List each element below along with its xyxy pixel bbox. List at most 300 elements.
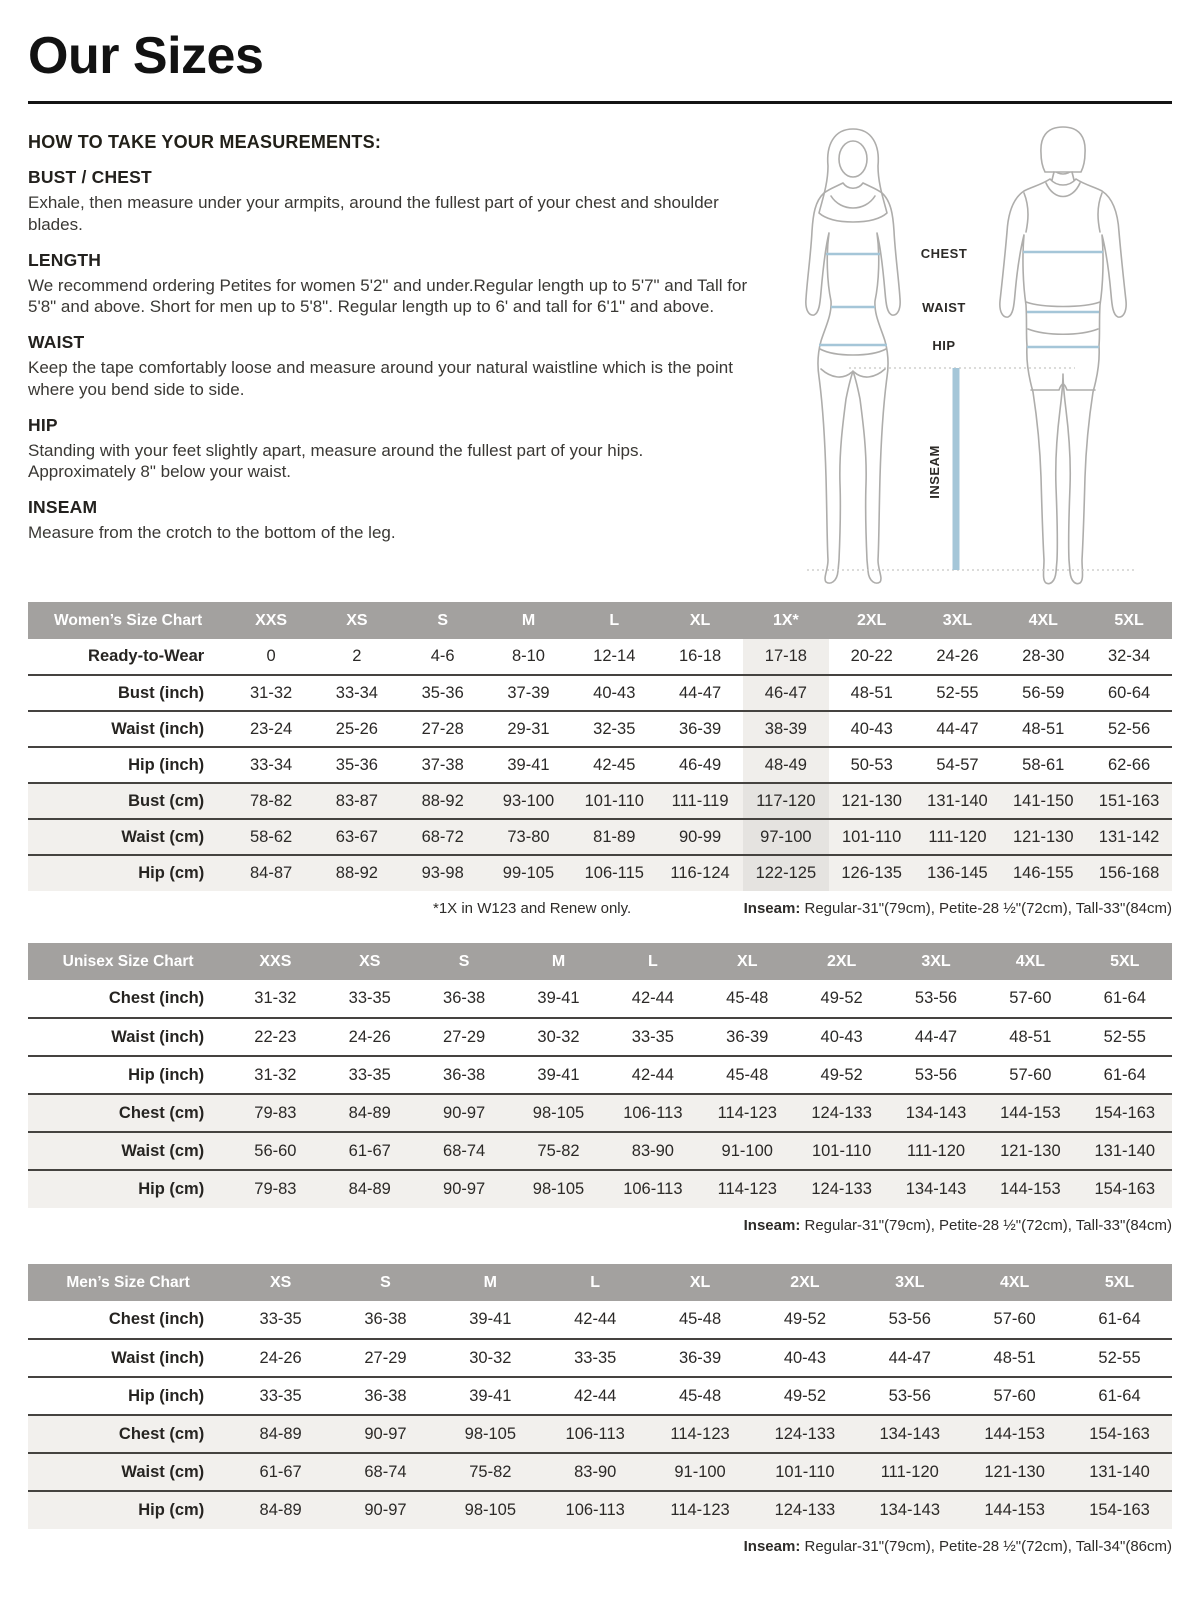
section-body: Measure from the crotch to the bottom of the leg. xyxy=(28,523,396,543)
woman-body-outline xyxy=(806,183,900,583)
value-cell: 33-35 xyxy=(259,1310,302,1329)
value-cell: 98-105 xyxy=(464,1424,517,1443)
value-cell: 42-44 xyxy=(574,1310,617,1329)
value-cell: 42-44 xyxy=(631,1065,674,1084)
value-cell: 2 xyxy=(352,647,362,666)
value-cell: 52-55 xyxy=(1098,1348,1141,1367)
man-shirt-hem xyxy=(1026,302,1100,307)
value-cell: 79-83 xyxy=(254,1103,297,1122)
size-table-block xyxy=(28,1264,1172,1555)
value-cell: 52-55 xyxy=(936,683,979,702)
hip-label: HIP xyxy=(932,338,956,354)
man-figure xyxy=(1000,127,1126,584)
footnote-inseam: Inseam: Regular-31"(79cm), Petite-28 ½"(72cm), Tall-34"(86cm) xyxy=(743,1538,1172,1556)
value-cell: 144-153 xyxy=(1000,1180,1061,1199)
value-cell: 49-52 xyxy=(783,1310,827,1329)
size-column-header: M xyxy=(438,1264,543,1301)
section-heading: HIP xyxy=(28,414,58,435)
value-cell: 49-52 xyxy=(783,1386,827,1405)
value-cell: 45-48 xyxy=(726,989,769,1008)
row-label: Hip (cm) xyxy=(138,864,205,883)
value-cell: 53-56 xyxy=(888,1386,931,1405)
instructions-and-figure xyxy=(28,132,1172,592)
row-label: Waist (inch) xyxy=(111,1348,205,1367)
section-heading: WAIST xyxy=(28,332,85,353)
value-cell: 24-26 xyxy=(936,647,979,666)
row-label: Ready-to-Wear xyxy=(88,647,205,666)
value-cell: 131-140 xyxy=(1089,1462,1150,1481)
value-cell: 114-123 xyxy=(670,1501,730,1520)
size-column-header: 3XL xyxy=(915,602,1001,639)
value-cell: 52-55 xyxy=(1103,1027,1146,1046)
value-cell: 68-72 xyxy=(421,827,464,846)
value-cell: 57-60 xyxy=(993,1310,1036,1329)
table-row xyxy=(28,1377,1172,1415)
value-cell: 27-29 xyxy=(364,1348,407,1367)
value-cell: 36-38 xyxy=(364,1310,407,1329)
value-cell: 144-153 xyxy=(984,1501,1045,1520)
value-cell: 61-67 xyxy=(348,1141,391,1160)
man-shirt-armholes xyxy=(1024,193,1102,232)
table-row xyxy=(28,639,1172,675)
value-cell: 84-89 xyxy=(259,1501,302,1520)
value-cell: 56-60 xyxy=(254,1141,297,1160)
value-cell: 124-133 xyxy=(774,1501,836,1520)
value-cell: 114-123 xyxy=(717,1103,777,1122)
size-column-header: XS xyxy=(314,602,400,639)
table-row xyxy=(28,1056,1172,1094)
table-row xyxy=(28,819,1172,855)
value-cell: 49-52 xyxy=(820,1065,863,1084)
chest-label: CHEST xyxy=(920,246,968,262)
value-cell: 97-100 xyxy=(743,819,829,855)
value-cell: 29-31 xyxy=(507,719,550,738)
size-column-header: 2XL xyxy=(829,602,915,639)
row-label: Waist (cm) xyxy=(121,1141,205,1160)
value-cell: 61-64 xyxy=(1098,1386,1141,1405)
value-cell: 106-115 xyxy=(584,864,644,883)
table-row xyxy=(28,1339,1172,1377)
size-column-header: 3XL xyxy=(857,1264,962,1301)
measurement-figure xyxy=(763,122,1183,592)
value-cell: 39-41 xyxy=(537,989,580,1008)
value-cell: 111-120 xyxy=(880,1462,939,1481)
table-row xyxy=(28,1170,1172,1208)
section-body: Standing with your feet slightly apart, measure around the fullest part of your hips. Approximately 8" below your waist. xyxy=(28,440,644,482)
value-cell: 99-105 xyxy=(502,864,555,883)
table-row xyxy=(28,783,1172,819)
value-cell: 98-105 xyxy=(532,1103,585,1122)
size-column-header: 5XL xyxy=(1086,602,1172,639)
value-cell: 124-133 xyxy=(811,1180,872,1199)
row-label: Waist (cm) xyxy=(121,827,205,846)
value-cell: 36-38 xyxy=(443,989,486,1008)
table-row xyxy=(28,747,1172,783)
row-label: Hip (cm) xyxy=(138,1180,205,1199)
footnote-1x-note: *1X in W123 and Renew only. xyxy=(433,900,632,918)
value-cell: 106-113 xyxy=(565,1424,625,1443)
value-cell: 32-35 xyxy=(593,719,636,738)
value-cell: 33-35 xyxy=(348,1065,391,1084)
value-cell: 61-64 xyxy=(1103,989,1146,1008)
value-cell: 73-80 xyxy=(507,827,550,846)
value-cell: 44-47 xyxy=(936,719,979,738)
value-cell: 79-83 xyxy=(254,1180,297,1199)
woman-figure xyxy=(806,129,900,583)
value-cell: 61-67 xyxy=(259,1462,302,1481)
value-cell: 33-34 xyxy=(335,683,378,702)
value-cell: 83-87 xyxy=(335,791,378,810)
waist-label: WAIST xyxy=(922,300,966,316)
page-title: Our Sizes xyxy=(28,27,264,85)
value-cell: 106-113 xyxy=(623,1180,683,1199)
value-cell: 44-47 xyxy=(914,1027,958,1046)
value-cell: 32-34 xyxy=(1107,647,1151,666)
value-cell: 98-105 xyxy=(532,1180,585,1199)
value-cell: 17-18 xyxy=(743,639,829,675)
value-cell: 45-48 xyxy=(726,1065,769,1084)
row-label: Bust (inch) xyxy=(118,683,205,702)
value-cell: 124-133 xyxy=(774,1424,836,1443)
size-table-block xyxy=(28,602,1172,917)
value-cell: 31-32 xyxy=(254,989,297,1008)
value-cell: 16-18 xyxy=(678,647,722,666)
size-column-header: M xyxy=(511,943,605,980)
value-cell: 0 xyxy=(266,647,276,666)
size-column-header: 3XL xyxy=(889,943,983,980)
measurement-instructions xyxy=(28,132,763,558)
value-cell: 58-61 xyxy=(1022,755,1065,774)
size-column-header: L xyxy=(571,602,657,639)
value-cell: 39-41 xyxy=(469,1386,512,1405)
value-cell: 154-163 xyxy=(1089,1424,1150,1443)
table-row xyxy=(28,1301,1172,1339)
row-label: Hip (cm) xyxy=(138,1501,205,1520)
size-table xyxy=(28,1264,1172,1529)
section-body: Keep the tape comfortably loose and measure around your natural waistline which is the point where you bend side to side. xyxy=(28,358,733,399)
value-cell: 83-90 xyxy=(574,1462,617,1481)
size-column-header: 5XL xyxy=(1078,943,1172,980)
value-cell: 39-41 xyxy=(469,1310,512,1329)
table-row xyxy=(28,675,1172,711)
value-cell: 106-113 xyxy=(565,1501,625,1520)
value-cell: 53-56 xyxy=(888,1310,931,1329)
size-column-header: XXS xyxy=(228,943,322,980)
value-cell: 35-36 xyxy=(421,683,464,702)
value-cell: 88-92 xyxy=(335,864,378,883)
table-header-row xyxy=(28,943,1172,980)
size-column-header: 4XL xyxy=(983,943,1077,980)
value-cell: 124-133 xyxy=(811,1103,872,1122)
value-cell: 48-51 xyxy=(993,1348,1036,1367)
value-cell: 91-100 xyxy=(721,1141,773,1160)
value-cell: 156-168 xyxy=(1098,864,1160,883)
row-label: Waist (inch) xyxy=(111,1027,205,1046)
row-label: Chest (inch) xyxy=(108,989,205,1008)
value-cell: 38-39 xyxy=(743,711,829,747)
value-cell: 63-67 xyxy=(335,827,378,846)
value-cell: 154-163 xyxy=(1089,1501,1150,1520)
value-cell: 37-38 xyxy=(421,755,464,774)
value-cell: 154-163 xyxy=(1094,1180,1156,1199)
size-column-header: L xyxy=(543,1264,648,1301)
value-cell: 39-41 xyxy=(507,755,550,774)
value-cell: 37-39 xyxy=(507,683,550,702)
value-cell: 40-43 xyxy=(783,1348,827,1367)
value-cell: 31-32 xyxy=(249,683,293,702)
figure-labels xyxy=(921,246,968,499)
man-shorts-waistband xyxy=(1028,329,1098,334)
table-row xyxy=(28,1132,1172,1170)
value-cell: 121-130 xyxy=(1012,827,1074,846)
table-title: Unisex Size Chart xyxy=(28,943,228,980)
value-cell: 111-120 xyxy=(928,827,987,846)
value-cell: 126-135 xyxy=(841,864,902,883)
table-header-row xyxy=(28,1264,1172,1301)
value-cell: 20-22 xyxy=(850,647,893,666)
value-cell: 121-130 xyxy=(1000,1141,1061,1160)
value-cell: 131-142 xyxy=(1098,827,1160,846)
value-cell: 45-48 xyxy=(678,1310,722,1329)
value-cell: 44-47 xyxy=(888,1348,931,1367)
value-cell: 114-123 xyxy=(717,1180,777,1199)
size-column-header: XS xyxy=(228,1264,333,1301)
value-cell: 36-38 xyxy=(443,1065,486,1084)
value-cell: 62-66 xyxy=(1107,755,1151,774)
value-cell: 52-56 xyxy=(1107,719,1151,738)
value-cell: 68-74 xyxy=(443,1141,486,1160)
value-cell: 111-119 xyxy=(671,791,729,810)
value-cell: 35-36 xyxy=(335,755,378,774)
table-row xyxy=(28,1094,1172,1132)
section-inseam xyxy=(28,497,763,544)
value-cell: 24-26 xyxy=(348,1027,391,1046)
value-cell: 117-120 xyxy=(743,783,829,819)
value-cell: 44-47 xyxy=(678,683,722,702)
table-footnotes xyxy=(28,900,1172,917)
value-cell: 90-97 xyxy=(443,1103,486,1122)
value-cell: 57-60 xyxy=(1009,989,1052,1008)
value-cell: 151-163 xyxy=(1098,791,1160,810)
value-cell: 42-45 xyxy=(593,755,636,774)
row-label: Hip (inch) xyxy=(128,755,205,774)
value-cell: 101-110 xyxy=(775,1462,835,1481)
value-cell: 23-24 xyxy=(249,719,293,738)
row-label: Chest (cm) xyxy=(118,1424,205,1443)
value-cell: 93-100 xyxy=(502,791,555,810)
value-cell: 121-130 xyxy=(984,1462,1045,1481)
size-column-header: XXS xyxy=(228,602,314,639)
value-cell: 48-51 xyxy=(1009,1027,1052,1046)
value-cell: 40-43 xyxy=(593,683,636,702)
row-label: Bust (cm) xyxy=(128,791,205,810)
table-footnotes xyxy=(28,1538,1172,1555)
value-cell: 30-32 xyxy=(469,1348,512,1367)
value-cell: 81-89 xyxy=(593,827,636,846)
value-cell: 61-64 xyxy=(1098,1310,1141,1329)
value-cell: 134-143 xyxy=(905,1103,967,1122)
section-hip xyxy=(28,415,763,484)
value-cell: 90-97 xyxy=(364,1501,407,1520)
value-cell: 114-123 xyxy=(670,1424,730,1443)
table-row xyxy=(28,980,1172,1018)
value-cell: 36-38 xyxy=(364,1386,407,1405)
value-cell: 42-44 xyxy=(631,989,674,1008)
footnote-inseam: Inseam: Regular-31"(79cm), Petite-28 ½"(72cm), Tall-33"(84cm) xyxy=(743,1217,1172,1235)
value-cell: 88-92 xyxy=(421,791,464,810)
value-cell: 27-29 xyxy=(443,1027,486,1046)
value-cell: 60-64 xyxy=(1107,683,1151,702)
row-label: Hip (inch) xyxy=(128,1065,205,1084)
row-label: Chest (cm) xyxy=(118,1103,205,1122)
value-cell: 144-153 xyxy=(1000,1103,1061,1122)
size-table xyxy=(28,943,1172,1208)
value-cell: 4-6 xyxy=(430,647,455,666)
table-row xyxy=(28,1018,1172,1056)
value-cell: 134-143 xyxy=(905,1180,967,1199)
footnote-inseam-label: Inseam: xyxy=(743,1538,801,1556)
value-cell: 75-82 xyxy=(469,1462,512,1481)
value-cell: 131-140 xyxy=(1094,1141,1156,1160)
value-cell: 45-48 xyxy=(678,1386,722,1405)
size-column-header: 1X* xyxy=(743,602,829,639)
value-cell: 53-56 xyxy=(914,989,958,1008)
value-cell: 68-74 xyxy=(364,1462,407,1481)
value-cell: 84-89 xyxy=(348,1180,391,1199)
value-cell: 36-39 xyxy=(678,719,722,738)
value-cell: 54-57 xyxy=(936,755,979,774)
size-column-header: XS xyxy=(323,943,417,980)
value-cell: 24-26 xyxy=(259,1348,302,1367)
value-cell: 48-51 xyxy=(1022,719,1065,738)
value-cell: 53-56 xyxy=(914,1065,958,1084)
section-body: Exhale, then measure under your armpits, around the fullest part of your chest and shoulder blades. xyxy=(28,193,719,234)
value-cell: 58-62 xyxy=(249,827,293,846)
value-cell: 131-140 xyxy=(927,791,988,810)
value-cell: 8-10 xyxy=(511,647,545,666)
value-cell: 154-163 xyxy=(1094,1103,1156,1122)
value-cell: 91-100 xyxy=(674,1462,726,1481)
value-cell: 50-53 xyxy=(850,755,893,774)
body-measurement-illustration xyxy=(763,122,1183,592)
value-cell: 75-82 xyxy=(537,1141,580,1160)
table-row xyxy=(28,1491,1172,1529)
size-table xyxy=(28,602,1172,891)
table-row xyxy=(28,1453,1172,1491)
value-cell: 78-82 xyxy=(249,791,293,810)
instructions-heading: HOW TO TAKE YOUR MEASUREMENTS: xyxy=(28,132,382,153)
size-column-header: S xyxy=(333,1264,438,1301)
value-cell: 134-143 xyxy=(879,1501,941,1520)
value-cell: 90-99 xyxy=(678,827,722,846)
value-cell: 46-49 xyxy=(678,755,722,774)
table-header-row xyxy=(28,602,1172,639)
value-cell: 39-41 xyxy=(537,1065,580,1084)
size-column-header: L xyxy=(606,943,700,980)
size-column-header: 2XL xyxy=(794,943,888,980)
man-body-outline xyxy=(1000,179,1126,584)
row-label: Hip (inch) xyxy=(128,1386,205,1405)
woman-briefs-waistband xyxy=(820,349,886,355)
size-column-header: 5XL xyxy=(1067,1264,1172,1301)
section-bust-chest xyxy=(28,167,763,236)
value-cell: 12-14 xyxy=(593,647,636,666)
value-cell: 33-35 xyxy=(348,989,391,1008)
section-waist xyxy=(28,332,763,401)
value-cell: 111-120 xyxy=(906,1141,966,1160)
size-column-header: S xyxy=(417,943,511,980)
value-cell: 28-30 xyxy=(1022,647,1065,666)
value-cell: 49-52 xyxy=(820,989,863,1008)
value-cell: 116-124 xyxy=(670,864,730,883)
value-cell: 33-35 xyxy=(574,1348,617,1367)
footnote-inseam: Inseam: Regular-31"(79cm), Petite-28 ½"(72cm), Tall-33"(84cm) xyxy=(743,900,1172,918)
section-length xyxy=(28,250,763,319)
value-cell: 33-34 xyxy=(249,755,293,774)
value-cell: 48-51 xyxy=(850,683,893,702)
row-label: Chest (inch) xyxy=(108,1310,205,1329)
footnote-inseam-label: Inseam: xyxy=(743,900,801,918)
value-cell: 36-39 xyxy=(726,1027,769,1046)
value-cell: 22-23 xyxy=(254,1027,297,1046)
value-cell: 121-130 xyxy=(841,791,902,810)
table-row xyxy=(28,855,1172,891)
value-cell: 106-113 xyxy=(623,1103,683,1122)
value-cell: 33-35 xyxy=(631,1027,674,1046)
value-cell: 46-47 xyxy=(743,675,829,711)
table-row xyxy=(28,1415,1172,1453)
table-title: Men’s Size Chart xyxy=(28,1264,228,1301)
value-cell: 122-125 xyxy=(743,855,829,891)
size-column-header: M xyxy=(486,602,572,639)
value-cell: 48-49 xyxy=(743,747,829,783)
size-column-header: 2XL xyxy=(752,1264,857,1301)
value-cell: 134-143 xyxy=(879,1424,941,1443)
value-cell: 40-43 xyxy=(850,719,893,738)
value-cell: 27-28 xyxy=(421,719,464,738)
value-cell: 25-26 xyxy=(335,719,378,738)
title-divider xyxy=(28,101,1172,104)
row-label: Waist (inch) xyxy=(111,719,205,738)
value-cell: 93-98 xyxy=(421,864,464,883)
value-cell: 141-150 xyxy=(1012,791,1074,810)
value-cell: 57-60 xyxy=(1009,1065,1052,1084)
value-cell: 84-87 xyxy=(249,864,293,883)
value-cell: 144-153 xyxy=(984,1424,1045,1443)
table-title: Women’s Size Chart xyxy=(28,602,228,639)
value-cell: 136-145 xyxy=(927,864,988,883)
row-label: Waist (cm) xyxy=(121,1462,205,1481)
value-cell: 33-35 xyxy=(259,1386,302,1405)
size-column-header: 4XL xyxy=(1000,602,1086,639)
value-cell: 101-110 xyxy=(584,791,644,810)
size-tables xyxy=(28,602,1172,1555)
size-column-header: XL xyxy=(648,1264,753,1301)
section-heading: LENGTH xyxy=(28,249,102,270)
size-column-header: XL xyxy=(657,602,743,639)
value-cell: 31-32 xyxy=(254,1065,297,1084)
value-cell: 84-89 xyxy=(348,1103,391,1122)
value-cell: 56-59 xyxy=(1022,683,1065,702)
table-row xyxy=(28,711,1172,747)
section-body: We recommend ordering Petites for women 5'2" and under.Regular length up to 5'7" and Tall for 5'8" and above. Short for men up to 5'8". Regular length up to 6' and tall for 6'1" and above. xyxy=(28,275,748,317)
value-cell: 101-110 xyxy=(811,1141,872,1160)
value-cell: 146-155 xyxy=(1012,864,1074,883)
value-cell: 90-97 xyxy=(364,1424,407,1443)
man-hair xyxy=(1041,127,1085,172)
value-cell: 57-60 xyxy=(993,1386,1036,1405)
inseam-label: INSEAM xyxy=(927,445,942,499)
